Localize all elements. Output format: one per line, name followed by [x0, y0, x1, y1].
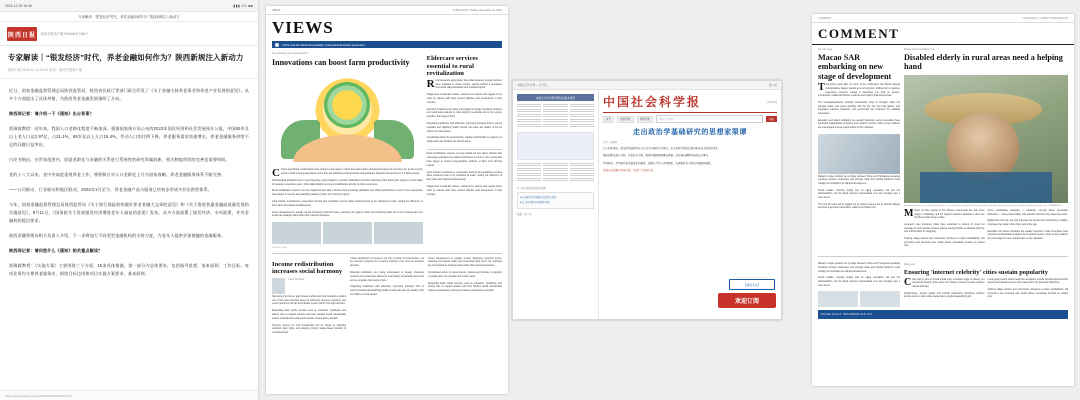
paragraph: Infrastructure, service quality and cultural authenticity determine whether tourists return or warn others away after a single disappointing trip. — [904, 292, 985, 299]
paragraph: 学科体系、学术体系和话语体系的建设，需要几代学人持续累积，也需要对重大现实问题保持敏锐。 — [603, 161, 714, 165]
paragraph: 党的十八大以来，党中央高度重视养老工作，将积极应对人口老龄化上升为国家战略，养老金融服务体系不断完善。 — [9, 171, 226, 177]
byline: Zhang Lihua and Wang Yun — [904, 48, 935, 51]
page-thumbnail-pane[interactable] — [513, 90, 599, 320]
paragraph: Local governments should resist the temptation to build identical photo-friendly streets and instead invest in what makes their city genuinely distinctive. — [987, 278, 1068, 285]
paragraph: Training village doctors and community volunteers in basic rehabilitation, fall prevention and dementia care would deliver immediate benefits at modest cost. — [904, 237, 985, 248]
bulb-shape — [324, 82, 370, 128]
section-name: COMMENT — [818, 17, 832, 20]
thumbnail-image — [818, 291, 858, 307]
thumbnail-header: 重进社会科学研究理论的基本原则 — [517, 94, 594, 101]
paragraph: Village-level mutual-aid centers, canteens for seniors and regular home visits by trained staff have proved effective and inexpensive in pilot counties. — [426, 94, 502, 104]
paragraph: Macao's unique position as a bridge between China and Portuguese-speaking countries remains underused, and stronger trade and cultural platforms could multiply its contribution to national development. — [818, 263, 900, 273]
page-topbar — [266, 6, 508, 15]
section-banner — [272, 41, 502, 48]
paragraph: 贾瑞霖教授：《实施方案》主要围绕三个方面，15条具体措施，第一部分为总体要求，包括指导思想、基本原则、工作目标。每项业务均支撑养老服务业，围绕目标边用和项目实施方案要求，基本原则。 — [9, 262, 249, 276]
left-story-column — [818, 48, 900, 252]
article-body — [603, 147, 777, 173]
shaanxi-daily-logo: 陕西日报 — [7, 27, 37, 41]
paragraph: China's agricultural modernization has entered a new stage in which innovation-driven development plays the decisive role, as the country seeks to build a strong agricultural sector that can withstand external shocks and guarantee national food security for 1.4 billion people. — [272, 167, 423, 180]
paragraph: A fairer distribution of income is not only a matter of social justice; it is an economic necessity for a country seeking to rely more on domestic demand. — [350, 257, 424, 268]
paragraph: 贾瑞霖教授：近年来，我国人口老龄化程度不断加深。根据国家统计局公布的2023年国民经济和社会发展统计公报，中国60岁及以上老人口达2.97亿，占21.1%，65岁及以上人口15.4%。劳动人口的比例下降，养老服务需求快速增长，养老金融服务供给不足的问题日益突出。 — [9, 125, 249, 147]
subcolumn — [988, 279, 1069, 303]
thumbnail-caption: 社会科学研究的基础性问题 — [517, 186, 546, 190]
cssn-masthead: 中国社会科学报 — [603, 95, 702, 109]
page-indicator: 版面：第 1 版 — [517, 212, 532, 216]
publication-line: CHINA DAILY | Friday, December 13, 2024 — [452, 9, 502, 12]
tab-page-nav[interactable]: 版面导航 — [617, 116, 633, 123]
paragraph: 理论创新来源于实践，也检验于实践。脱离中国国情的概念移植，往往难以解释复杂的社会事实。 — [603, 154, 711, 158]
tab-headline-nav[interactable]: 标题导航 — [637, 116, 653, 123]
subcolumn — [988, 210, 1069, 252]
comment-newspaper-page — [812, 14, 1074, 386]
photo-credit: Photos by staff — [272, 247, 287, 250]
page-title: 专家解读｜“银发经济”时代，养老金融如何作为？陕西新规注入新动力 — [8, 53, 244, 62]
news-ticker: 专家解读：“银发经济”时代，养老金融如何作为？陕西新规注入新动力 — [0, 12, 258, 22]
thumbnail-text-lines — [543, 104, 567, 129]
divider — [272, 253, 502, 254]
byline: Wang Jun — [904, 263, 916, 267]
author-photo — [323, 222, 372, 244]
thumbnail-text-lines — [517, 104, 541, 129]
footer-url-bar — [0, 390, 258, 400]
footer-url: https://www.shaanxi.com/2024/1214/020130.shtml — [5, 393, 72, 398]
story-headline: Disabled elderly in rural areas need a helping hand — [904, 53, 1063, 72]
hands-shape — [284, 130, 411, 163]
paragraph: Twenty-five years after its return to the motherland, the Macao Special Administrative Region stands at a turning point, shifting from a gaming-dependent economy toward a diversified one built on tourism, conventions, traditional Chinese medicine and modern financial services. — [818, 82, 900, 98]
paragraph: Green development is equally central. Reducing chemical inputs, restoring soil organic matter and protecting black soil in the northeast are now treated as strategic tasks rather than optional measures. — [428, 257, 502, 268]
list-item[interactable]: ▸ 走出政治学基础研究的思想家渠谭 — [520, 196, 557, 199]
banner-label: China and the World Roundtable | International Award presented — [282, 42, 365, 47]
thumbnail-text-lines — [570, 104, 594, 129]
paragraph: Digital tools can help, but only if devices are simple and connectivity is reliable; otherwise they widen rather than narrow the gap. — [987, 220, 1068, 226]
status-time: 2024-12-05 15:46 — [5, 3, 32, 8]
mobile-article-panel — [0, 0, 258, 400]
paragraph: Land transfer mechanisms, cooperative farming and socialized services allow scattered plots to be cultivated at scale, raising the efficiency of land, labor and capital simultaneously. — [426, 171, 502, 182]
section-name: VIEWS — [272, 9, 281, 12]
bottom-story-column — [272, 258, 346, 339]
thumbnail-grid — [818, 291, 900, 307]
paragraph: Land transfer mechanisms, cooperative farming and socialized services allow scattered plots to be cultivated at scale, raising the efficiency of land, labor and capital simultaneously. — [272, 200, 423, 207]
subcolumn — [904, 276, 985, 303]
thumbnail-article-block — [517, 132, 594, 160]
paragraph: Cities that go viral on social media enjoy a sudden surge of visitors, but converting fleeting online fame into lasting economic benefit requires careful planning. — [904, 276, 985, 289]
paragraph: ——公司联动、行业联动和地区联动，2024年1月至今，养老金融产品与服务已经初步形成多层次供给体系。 — [9, 186, 213, 192]
paragraph: 从十四年提出，政治学基础研究应当立足于中国历史与现实，在与世界对话的过程中形成自主的知识体系。 — [603, 147, 721, 150]
nameplate — [603, 93, 777, 113]
paragraph: Long-term care insurance pilots have expanded to dozens of cities but coverage in rural counties remains patchy, leaving families to shoulder both the cost and the labor of caregiving. — [904, 223, 985, 234]
paragraph: 白皮书指出，在世界范围内，原就老龄化与金融的关系进行系统性的研究尚属较新，相关制度供给的完善也需要时间。 — [9, 156, 230, 162]
paragraph: Social welfare, housing supply and an aging population will test the administration, but the fiscal reserves accumulated over two decades give it room to act. — [818, 189, 900, 200]
page-topbar — [812, 14, 1074, 23]
subscription-note: 阅读全文需要订阅电子版，欢迎广大读者订阅。 — [603, 168, 656, 172]
paragraph: Green development is equally central. Reducing chemical inputs, restoring soil organic matter and protecting black soil in the northeast are now treated as strategic tasks rather than optional measures. — [272, 211, 423, 218]
logo-subtitle: 陕西日报客户端 SHAANXI DAILY — [41, 31, 89, 36]
clothing-shape — [920, 172, 1051, 203]
inline-photo — [818, 134, 900, 174]
author-photo — [374, 222, 423, 244]
story-headline: Income redistribution increases social harmony — [272, 260, 343, 276]
secondary-story-column — [427, 52, 502, 249]
story-headline: Innovations can boost farm productivity — [272, 58, 410, 67]
search-button[interactable]: 搜索 — [766, 116, 777, 122]
paragraph: Home modification subsidies — handrails, non-slip floors, accessible bathrooms — have proved highly cost-effective wherever they have been tried. — [987, 209, 1068, 216]
byline: Ho Lok-sang — [818, 48, 833, 51]
tab-home[interactable]: 首页 — [603, 116, 614, 123]
paragraph: Expanding basic public services such as education, healthcare and elderly care to migrant workers and their families would substantially reduce precautionary saving and release consumption potential. — [428, 282, 502, 293]
face-shape — [947, 113, 1019, 180]
paragraph: Rural areas are aging faster than cities because younger workers have migrated to urban centers, leaving behind a population that needs daily assistance and medical support. — [426, 77, 502, 90]
thumbnail-text-lines — [543, 163, 567, 183]
thumbnail-columns — [517, 163, 594, 183]
paragraph: Integrating healthcare with eldercare, improving transport links to county hospitals and digitizing health records can raise the quality of life for millions of rural seniors. — [426, 122, 502, 133]
search-input[interactable]: 请输入关键词 — [656, 115, 763, 123]
window-meta: 第 1 版 — [768, 84, 777, 87]
lead-story-column — [904, 48, 1068, 252]
paragraph: Narrowing the income gap between urban and rural residents remains one of the most important tasks for achieving common prosperity, and recent reforms to the tax and transfer system point in the right direction. — [272, 295, 346, 306]
epaper-toolbar — [603, 115, 777, 123]
window-title-bar — [513, 81, 781, 90]
window-title: 中国社会科学网 — 电子报 — [517, 84, 547, 87]
paragraph: Education and talent cultivation are equally important. Local universities have expanded postgraduate programs and research centers, while young residents are encouraged to seek opportunities on the mainland. — [987, 230, 1068, 240]
paragraph: Macao's unique position as a bridge between China and Portuguese-speaking countries remains underused, and stronger trade and cultural platforms could multiply its contribution to national development. — [818, 175, 900, 185]
paragraph: Coordinated action by governments, markets and families is required; no single actor can shoulder the burden alone. — [428, 272, 502, 278]
paragraph: Training village doctors and community volunteers in basic rehabilitation, fall prevention and dementia care would deliver immediate benefits at modest cost. — [987, 289, 1068, 299]
paragraph: Expanding basic public services such as education, healthcare and elderly care to migrant workers and their families would substantially reduce precautionary saving and release consumption potential. — [272, 310, 346, 320]
paragraph: Coordinated action by governments, markets and families is required; no single actor can shoulder the burden alone. — [426, 137, 502, 144]
author-avatar — [272, 278, 285, 294]
photo-caption: An elderly villager rests outside her home in a mountainous county. Rural seniors with disabilities often rely entirely on family members for daily care. CHINA DAILY — [904, 204, 1062, 207]
paragraph: The Guangdong-Macao In-Depth Cooperation Zone in Hengqin offers the physical space and policy flexibility that the tiny city has long lacked, with integrated customs clearance and preferential tax treatment for qualified enterprises. — [818, 101, 900, 115]
divider — [427, 149, 502, 150]
author-photo — [272, 222, 321, 244]
paragraph: Property income for rural households can be raised by clarifying collective land rights and allowing orderly market-based transfer of contracted land. — [272, 324, 346, 335]
bottom-columns — [812, 260, 1074, 307]
elderly-villager-photo — [904, 75, 1068, 203]
paragraph: Education and talent cultivation are equally important. Local universities have expanded postgraduate programs and research centers, while young residents are encouraged to seek opportunities on the mainland. — [818, 119, 900, 129]
mobile-status-bar — [0, 0, 258, 12]
thumbnail-columns — [517, 104, 594, 129]
story-headline: Ensuring 'internet celebrity' cities sustain popularity — [904, 269, 1048, 277]
paragraph: Financial institutions are being encouraged to design insurance products and small loans tailored to rural elderly households and to the service providers that support them. — [350, 272, 424, 282]
article-title: 走出政治学基础研究的思想家渠谭 — [633, 129, 747, 136]
thumbnail-image — [860, 291, 900, 307]
publication-line: CHINA DAILY | HONG KONG EDITION — [1022, 17, 1068, 20]
author-block — [272, 278, 346, 294]
paragraph: Technological advancements in seed breeding, smart irrigation, precision fertilization and farm machinery have lifted grain output to record highs for several consecutive years, while digital platforms connect smallholders directly to urban consumers. — [272, 179, 423, 186]
window-content — [513, 90, 781, 320]
subcolumn — [904, 207, 985, 252]
paragraph: Rural revitalization requires not only capital but also talent. Policies that encourage graduates and skilled technicians to return to the countryside have begun to reverse long-standing outflows of labor from farming regions. — [272, 190, 423, 197]
story-subcolumns — [904, 276, 1068, 303]
issue-badge: 第2601期 — [766, 100, 777, 104]
headline-link-list[interactable] — [517, 192, 594, 209]
status-signal: ▮▮▮ 4G ■■ — [233, 3, 253, 8]
thumbnail-text-lines — [517, 163, 541, 183]
byline: Chen Wenling — [288, 277, 305, 281]
brand-row — [0, 22, 258, 46]
story-headline: Eldercare services essential to rural revitalization — [426, 55, 478, 78]
bottom-columns — [266, 258, 508, 339]
story-subcolumns — [904, 207, 1068, 252]
author-photo-strip — [272, 222, 423, 244]
subscribe-banner[interactable]: 欢迎订阅 — [718, 293, 776, 308]
lead-story-column — [272, 52, 423, 249]
advertisement-bar: CHINA DAILY INFORMATION CO — [818, 310, 1068, 319]
epaper-article-pane — [599, 90, 781, 320]
paragraph-question: 陕西网记者：请问您什么《通知》相关重点解读？ — [9, 247, 103, 253]
cssn-epaper-window — [512, 80, 782, 320]
story-headline: Macao SAR embarking on new stage of development — [818, 53, 892, 81]
byline: Guo Shuqing and Yang Danhui — [272, 52, 308, 55]
lightbulb-plant-illustration — [272, 70, 423, 166]
bottom-story-column — [350, 258, 424, 339]
article-body — [0, 79, 258, 278]
bottom-left-column — [818, 263, 900, 307]
list-item[interactable]: ▸ 社会科学研究的基础性问题 — [520, 202, 550, 205]
paragraph-question: 陕西网记者：请介绍一下《通知》出台背景？ — [9, 110, 94, 116]
paragraph: Social welfare, housing supply and an aging population will test the administration, but the fiscal reserves accumulated over two decades give it room to act. — [818, 277, 900, 287]
byline: 陕西日报 2024-12-14 12:21 来源：陕西日报客户端 — [0, 67, 258, 79]
paragraph: Integrating healthcare with eldercare, improving transport links to county hospitals and digitizing health records can raise the quality of life for millions of rural seniors. — [350, 286, 424, 297]
section-masthead: COMMENT — [812, 23, 1074, 45]
top-columns — [266, 52, 508, 249]
article-byline: 作者：刘建军 — [603, 141, 618, 144]
section-masthead: VIEWS — [272, 18, 334, 37]
thumbnail-text-lines — [570, 163, 594, 183]
paragraph: Village-level mutual-aid centers, canteens for seniors and regular home visits by trained staff have proved effective and inexpensive in pilot counties. — [426, 185, 502, 196]
paragraph: 近日，国家金融监督管理总局陕西监管局、陕西省民政厅等部门联合印发了《关于金融支持养老事业和养老产业发展的意见》，从多个方面提出了具体举措，为陕西养老金融发展指明了方向。 — [9, 87, 249, 101]
views-newspaper-page — [266, 6, 508, 394]
paragraph: Financial institutions are being encouraged to design insurance products and small loans tailored to rural elderly households and to the service providers that support them. — [426, 108, 502, 119]
bottom-story-column — [428, 258, 502, 339]
bottom-lead-column — [904, 263, 1068, 307]
top-columns — [812, 45, 1074, 252]
read-full-text-button[interactable]: 【阅读全文】 — [729, 279, 775, 290]
paragraph: 陕西金融管理局相关负责人介绍，下一步将加大不同类型金融机构的支持力度，为老年人提供更加便捷的金融服务。 — [9, 232, 226, 238]
paragraph: 今年，国家金融监督管理总局陕西监管局《关于银行保险机构做好养老金融大文章的意见》和《关于推进普惠金融高质量发展的实施意见》，9月11日，《国务院关于发展银发经济增进老年人福祉的意见》发布，从多方面部署了银发经济、专项政策，并对金融机构提出要求。 — [9, 201, 249, 223]
banner-dot-icon — [275, 43, 279, 47]
divider — [818, 256, 1068, 257]
paragraph: Rural revitalization requires not only capital but also talent. Policies that encourage graduates and skilled technicians to return to the countryside have begun to reverse long-standing outflows of labor from farming regions. — [426, 153, 502, 167]
paragraph: The next 25 years will be judged not by casino revenue but by whether Macao becomes a genuinely diversified, resilient and livable city. — [818, 203, 900, 210]
paragraph: Millions of older people in the Chinese countryside live with some degree of disability, and the support networks available to them are far thinner than those in cities. — [904, 207, 985, 220]
